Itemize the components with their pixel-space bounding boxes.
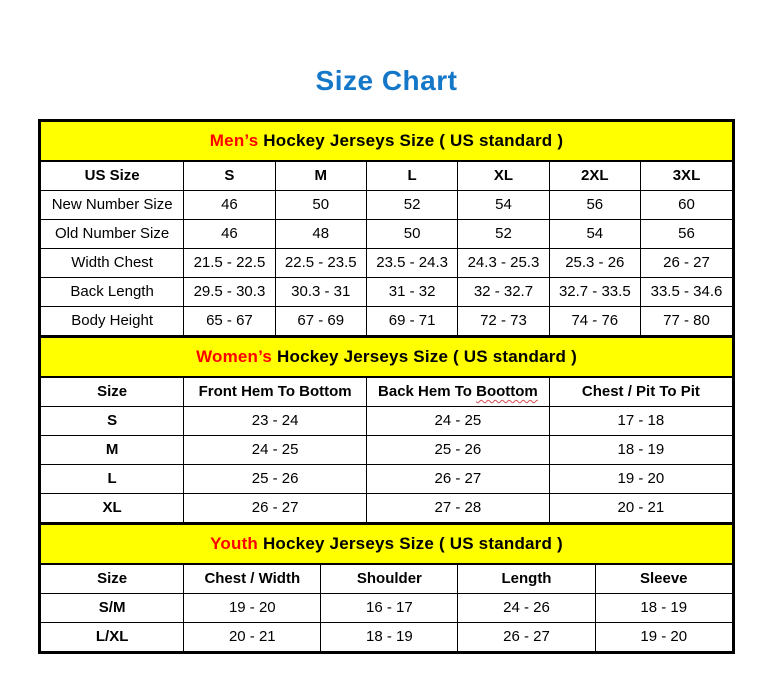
- youth-title-highlight: Youth: [210, 533, 259, 553]
- size-value-cell: 24 - 25: [184, 436, 367, 465]
- womens-column-header-row: [41, 377, 732, 407]
- col-header-front-hem: Front Hem To Bottom: [184, 377, 367, 407]
- size-value-cell: 54: [549, 220, 640, 249]
- col-header-3xl: 3XL: [640, 161, 732, 191]
- womens-table-title-row: [41, 337, 732, 377]
- col-header-size: Size: [41, 377, 184, 407]
- table-row: [41, 307, 732, 336]
- size-value-cell: 77 - 80: [640, 307, 732, 336]
- table-row: [41, 191, 732, 220]
- size-value-cell: 24 - 26: [458, 594, 595, 623]
- table-row: [41, 278, 732, 307]
- youth-size-table: [41, 523, 732, 651]
- youth-table-title-row: [41, 524, 732, 564]
- mens-title-highlight: Men’s: [209, 130, 259, 150]
- mens-table-title: [41, 122, 732, 161]
- size-value-cell: 50: [366, 220, 457, 249]
- size-value-cell: 24 - 25: [367, 407, 550, 436]
- size-value-cell: 32 - 32.7: [458, 278, 549, 307]
- size-value-cell: 56: [640, 220, 732, 249]
- size-value-cell: 19 - 20: [549, 465, 732, 494]
- mens-table-title-row: [41, 122, 732, 161]
- col-header-s: S: [184, 161, 275, 191]
- size-value-cell: 72 - 73: [458, 307, 549, 336]
- mens-size-table: [41, 122, 732, 336]
- size-value-cell: 52: [458, 220, 549, 249]
- size-value-cell: 26 - 27: [367, 465, 550, 494]
- size-value-cell: 46: [184, 191, 275, 220]
- table-row: [41, 249, 732, 278]
- size-value-cell: 17 - 18: [549, 407, 732, 436]
- size-value-cell: 31 - 32: [366, 278, 457, 307]
- size-value-cell: 25.3 - 26: [549, 249, 640, 278]
- col-header-l: L: [366, 161, 457, 191]
- size-value-cell: 24.3 - 25.3: [458, 249, 549, 278]
- size-value-cell: 52: [366, 191, 457, 220]
- size-value-cell: 26 - 27: [458, 623, 595, 652]
- col-header-us-size: US Size: [41, 161, 184, 191]
- table-row: [41, 594, 732, 623]
- size-value-cell: 26 - 27: [640, 249, 732, 278]
- col-header-length: Length: [458, 564, 595, 594]
- youth-column-header-row: [41, 564, 732, 594]
- size-value-cell: 22.5 - 23.5: [275, 249, 366, 278]
- row-label: Width Chest: [41, 249, 184, 278]
- size-value-cell: 29.5 - 30.3: [184, 278, 275, 307]
- size-value-cell: 67 - 69: [275, 307, 366, 336]
- table-row: [41, 407, 732, 436]
- back-hem-misspelled-word: Boottom: [476, 382, 538, 400]
- size-value-cell: 65 - 67: [184, 307, 275, 336]
- youth-table-title: [41, 524, 732, 564]
- row-label: Old Number Size: [41, 220, 184, 249]
- size-value-cell: 16 - 17: [321, 594, 458, 623]
- row-label: L: [41, 465, 184, 494]
- womens-title-rest: Hockey Jerseys Size ( US standard ): [272, 346, 577, 366]
- col-header-2xl: 2XL: [549, 161, 640, 191]
- size-value-cell: 18 - 19: [321, 623, 458, 652]
- size-value-cell: 50: [275, 191, 366, 220]
- size-value-cell: 25 - 26: [367, 436, 550, 465]
- row-label: S: [41, 407, 184, 436]
- size-value-cell: 46: [184, 220, 275, 249]
- col-header-m: M: [275, 161, 366, 191]
- col-header-sleeve: Sleeve: [595, 564, 732, 594]
- row-label: M: [41, 436, 184, 465]
- size-chart-frame: [38, 119, 735, 654]
- table-row: [41, 623, 732, 652]
- table-row: [41, 436, 732, 465]
- mens-column-header-row: [41, 161, 732, 191]
- size-value-cell: 56: [549, 191, 640, 220]
- size-value-cell: 23.5 - 24.3: [366, 249, 457, 278]
- row-label: Back Length: [41, 278, 184, 307]
- womens-table-title: [41, 337, 732, 377]
- table-row: [41, 465, 732, 494]
- size-value-cell: 74 - 76: [549, 307, 640, 336]
- row-label: New Number Size: [41, 191, 184, 220]
- size-value-cell: 19 - 20: [184, 594, 321, 623]
- row-label: XL: [41, 494, 184, 523]
- womens-size-table: [41, 336, 732, 523]
- col-header-back-hem: [367, 377, 550, 407]
- size-value-cell: 25 - 26: [184, 465, 367, 494]
- youth-title-rest: Hockey Jerseys Size ( US standard ): [258, 533, 563, 553]
- size-value-cell: 20 - 21: [549, 494, 732, 523]
- size-value-cell: 19 - 20: [595, 623, 732, 652]
- size-value-cell: 33.5 - 34.6: [640, 278, 732, 307]
- size-value-cell: 69 - 71: [366, 307, 457, 336]
- back-hem-label-prefix: Back Hem To: [378, 382, 477, 400]
- col-header-chest-width: Chest / Width: [184, 564, 321, 594]
- size-value-cell: 23 - 24: [184, 407, 367, 436]
- col-header-shoulder: Shoulder: [321, 564, 458, 594]
- table-row: [41, 220, 732, 249]
- womens-title-highlight: Women’s: [196, 346, 273, 366]
- size-value-cell: 26 - 27: [184, 494, 367, 523]
- size-value-cell: 32.7 - 33.5: [549, 278, 640, 307]
- col-header-chest-pit: Chest / Pit To Pit: [549, 377, 732, 407]
- size-value-cell: 48: [275, 220, 366, 249]
- row-label: L/XL: [41, 623, 184, 652]
- size-value-cell: 27 - 28: [367, 494, 550, 523]
- size-value-cell: 54: [458, 191, 549, 220]
- size-value-cell: 21.5 - 22.5: [184, 249, 275, 278]
- row-label: S/M: [41, 594, 184, 623]
- size-value-cell: 18 - 19: [595, 594, 732, 623]
- page-title: Size Chart: [315, 65, 458, 96]
- col-header-size: Size: [41, 564, 184, 594]
- size-value-cell: 60: [640, 191, 732, 220]
- mens-title-rest: Hockey Jerseys Size ( US standard ): [258, 130, 564, 150]
- table-row: [41, 494, 732, 523]
- size-value-cell: 18 - 19: [549, 436, 732, 465]
- col-header-xl: XL: [458, 161, 549, 191]
- size-value-cell: 20 - 21: [184, 623, 321, 652]
- size-value-cell: 30.3 - 31: [275, 278, 366, 307]
- row-label: Body Height: [41, 307, 184, 336]
